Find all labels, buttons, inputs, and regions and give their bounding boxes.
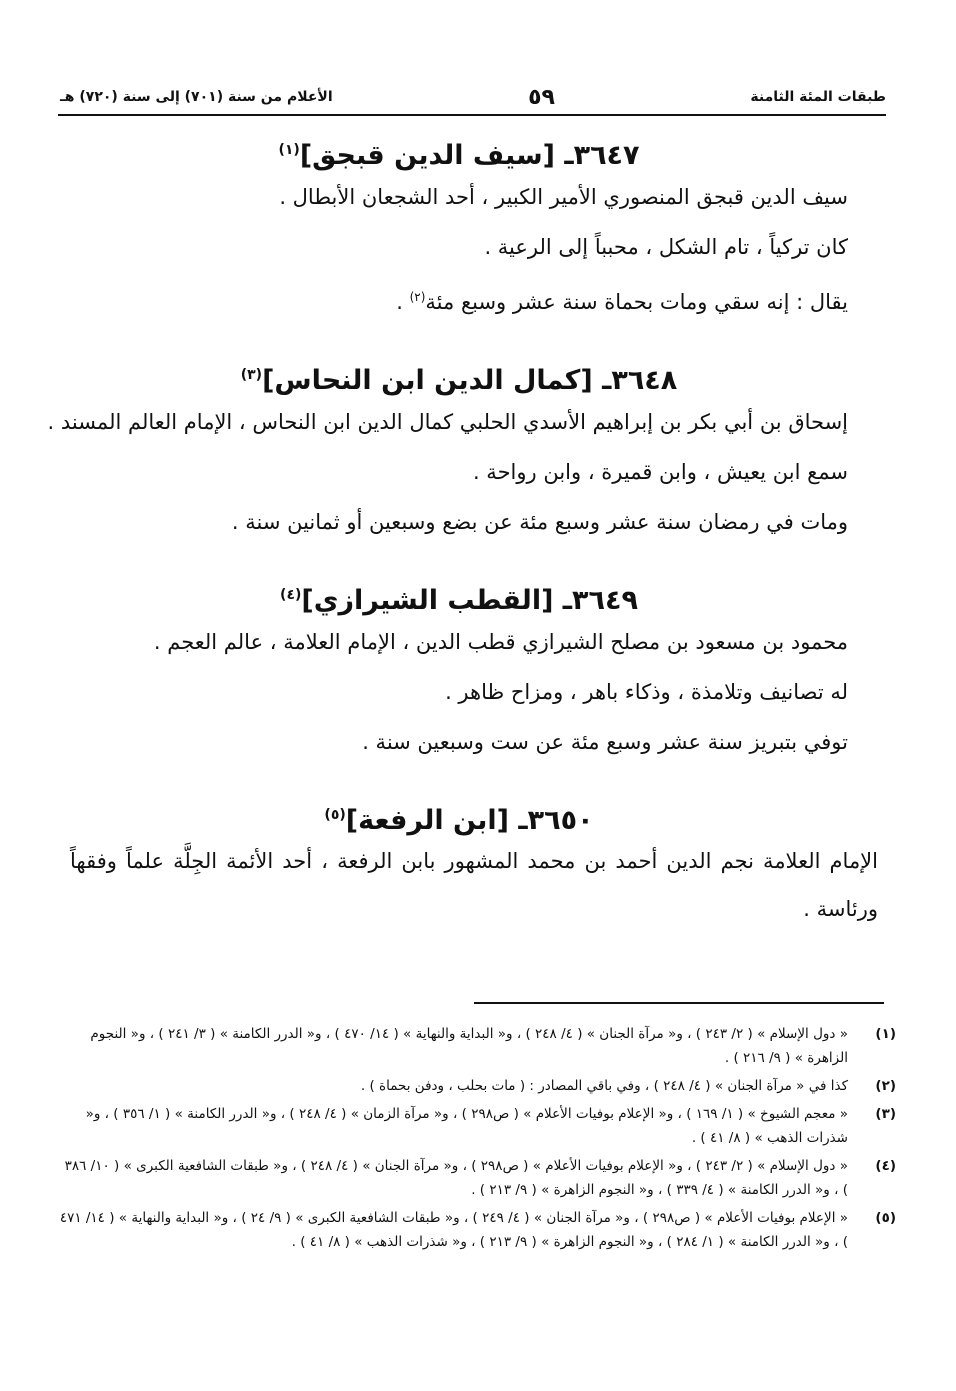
footnote-text: « دول الإسلام » ( ٢/ ٢٤٣ ) ، و« مرآة الجنان » ( ٤/ ٢٤٨ ) ، و« البداية والنهاية » ( ١٤/ ٤٧٠ ) ، و« الدرر الكامنة » ( ٣/ ٢٤١ ) ، و« النجوم الزاهرة » ( ٩/ ٢١٦ ) .: [90, 1026, 848, 1066]
footnote: [58, 1102, 896, 1150]
footnote-number: (٢): [875, 1078, 896, 1094]
entry-line: الإمام العلامة نجم الدين أحمد بن محمد المشهور بابن الرفعة ، أحد الأئمة الجِلَّة علماً وفقهاً ورئاسة .: [70, 849, 878, 921]
footnotes: [58, 1022, 896, 1258]
footnote: [58, 1154, 896, 1202]
header-rule: [58, 114, 886, 116]
footnote-text: كذا في « مرآة الجنان » ( ٤/ ٢٤٨ ) ، وفي باقي المصادر : ( مات بحلب ، ودفن بحماة ) .: [360, 1078, 848, 1094]
footnote-ref: (٥): [324, 807, 346, 823]
footnote-text: « معجم الشيوخ » ( ١/ ١٦٩ ) ، و« الإعلام بوفيات الأعلام » ( ص٢٩٨ ) ، و« مرآة الزمان » ( ٤/ ٢٤٨ ) ، و« الدرر الكامنة » ( ١/ ٣٥٦ ) ، و« شذرات الذهب » ( ٨/ ٤١ ) .: [85, 1106, 848, 1146]
entry-line: ومات في رمضان سنة عشر وسبع مئة عن بضع وسبعين أو ثمانين سنة .: [231, 510, 848, 534]
footnote-text: « الإعلام بوفيات الأعلام » ( ص٢٩٨ ) ، و« مرآة الجنان » ( ٤/ ٢٤٩ ) ، و« طبقات الشافعية الكبرى » ( ٩/ ٢٤ ) ، و« البداية والنهاية » ( ١٤/ ٤٧١ ) ، و« الدرر الكامنة » ( ١/ ٢٨٤ ) ، و« النجوم الزاهرة » ( ٩/ ٢١٣ ) ، و« شذرات الذهب » ( ٨/ ٤١ ) .: [59, 1210, 848, 1250]
entry-title: ٣٦٥٠ـ [ابن الرفعة]$^{(٥)}$: [324, 805, 594, 836]
footnote-number: (٣): [875, 1106, 896, 1122]
entry-line: إسحاق بن أبي بكر بن إبراهيم الأسدي الحلبي كمال الدين ابن النحاس ، الإمام العالم المسند .: [47, 410, 848, 434]
book-title: طبقات المئة الثامنة: [750, 89, 886, 105]
entry-line: له تصانيف وتلامذة ، وذكاء باهر ، ومزاح ظاهر .: [445, 680, 848, 704]
running-header: [60, 82, 886, 112]
entry-title: ٣٦٤٨ـ [كمال الدين ابن النحاس]$^{(٣)}$: [240, 365, 678, 396]
entry-line: توفي بتبريز سنة عشر وسبع مئة عن ست وسبعين سنة .: [362, 730, 848, 754]
section-range: الأعلام من سنة (٧٠١) إلى سنة (٧٢٠) هـ: [60, 89, 333, 105]
footnote: [58, 1074, 896, 1098]
footnote-number: (١): [875, 1026, 896, 1042]
entry-title: ٣٦٤٧ـ [سيف الدين قبجق]$^{(١)}$: [278, 140, 640, 171]
footnote-ref: (٤): [280, 587, 302, 603]
entry-line: سمع ابن يعيش ، وابن قميرة ، وابن رواحة .: [472, 460, 848, 484]
footnote: [58, 1022, 896, 1070]
footnote: [58, 1206, 896, 1254]
footnote-ref: (١): [278, 142, 300, 158]
entry-line: سيف الدين قبجق المنصوري الأمير الكبير ، أحد الشجعان الأبطال .: [279, 185, 848, 209]
footnote-number: (٥): [875, 1210, 896, 1226]
page-number: ٥٩: [528, 84, 555, 110]
entry-line: محمود بن مسعود بن مصلح الشيرازي قطب الدين ، الإمام العلامة ، عالم العجم .: [153, 630, 848, 654]
footnote-ref: (٣): [240, 367, 263, 383]
footnote-number: (٤): [875, 1158, 896, 1174]
main-text: [47, 128, 878, 933]
footnote-ref: (٢): [409, 290, 426, 304]
footnote-text: « دول الإسلام » ( ٢/ ٢٤٣ ) ، و« الإعلام بوفيات الأعلام » ( ص٢٩٨ ) ، و« مرآة الجنان » ( ٤/ ٢٤٨ ) ، و« طبقات الشافعية الكبرى » ( ١٠/ ٣٨٦ ) ، و« الدرر الكامنة » ( ٤/ ٣٣٩ ) ، و« النجوم الزاهرة » ( ٩/ ٢١٣ ) .: [64, 1158, 848, 1198]
entry-title: ٣٦٤٩ـ [القطب الشيرازي]$^{(٤)}$: [280, 585, 638, 616]
entry-line: يقال : إنه سقي ومات بحماة سنة عشر وسبع مئة$^{(٢)}$ .: [396, 290, 848, 314]
footnote-rule: [474, 1002, 884, 1004]
entry-line: كان تركياً ، تام الشكل ، محبباً إلى الرعية .: [484, 235, 848, 259]
